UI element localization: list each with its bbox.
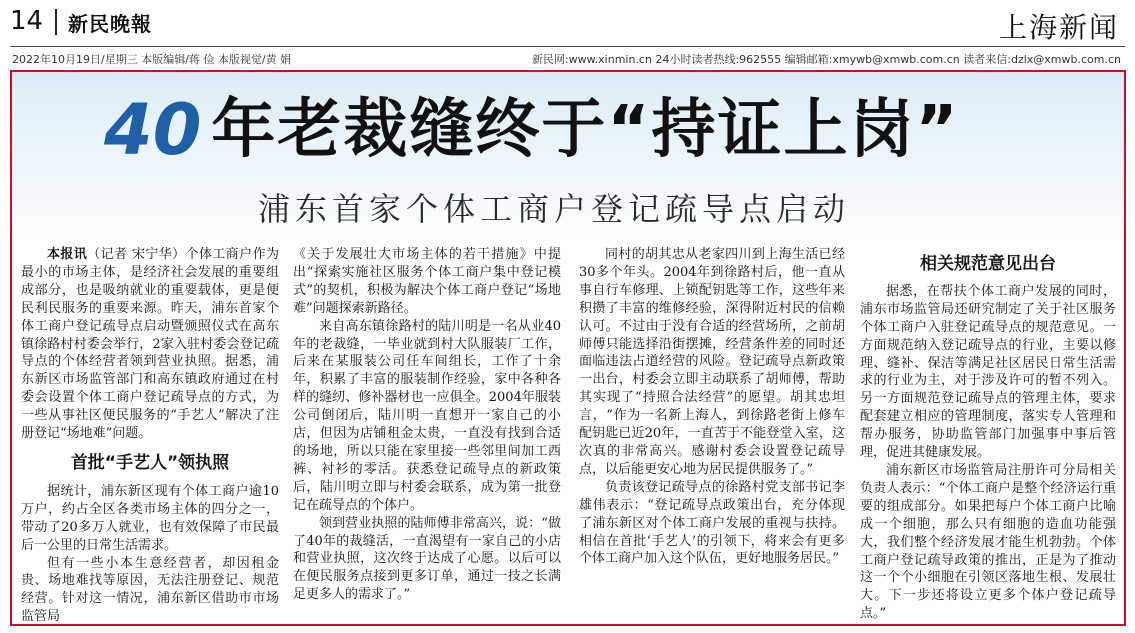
- page-header: [0, 0, 1135, 68]
- paragraph: 负责该登记疏导点的徐路村党支部书记李雄伟表示：“登记疏导点政策出台，充分体现了浦东新区对个体工商户发展的重视与扶持。相信在首批‘手艺人’的引领下，将来会有更多个体工商户加入这个队伍，更好地服务居民。”: [579, 479, 845, 567]
- paragraph: 但有一些小本生意经营者，却因租金贵、场地难找等原因，无法注册登记、规范经营。针对这一情况，浦东新区借助市市场监管局: [21, 555, 279, 625]
- headline-text: 年老裁缝终于“持证上岗”: [211, 93, 960, 167]
- lead-paragraph: [21, 246, 279, 443]
- headline-number: 40: [104, 89, 202, 171]
- newspaper-masthead: 新民晚報: [68, 12, 152, 36]
- lead-text: （记者 宋宁华）个体工商户作为最小的市场主体，是经济社会发展的重要组成部分，也是吸纳就业的重要载体，更是便民利民服务的重要来源。昨天，浦东首家个体工商户登记疏导点启动暨颁照仪式在高东镇徐路村村委会举行，2家入驻村委会登记疏导点的个体经营者领到营业执照。据悉，浦东新区市场监管部门和高东镇政府通过在村委会设置个体工商户登记疏导点的方式，为一些从事社区便民服务的“手艺人”解决了注册登记“场地难”问题。: [21, 247, 279, 442]
- paragraph: 据悉，在帮扶个体工商户发展的同时，浦东市场监管局还研究制定了关于社区服务个体工商户入驻登记疏导点的规范意见。一方面规范纳入登记疏导点的行业，主要以修理、缝补、保洁等满足社区居民日常生活需求的行业为主，对于涉及许可的暂不列入。另一方面规范登记疏导点的管理主体，要求配套建立相应的管理制度，落实专人管理和帮办服务，协助监管部门加强事中事后管理，促进其健康发展。: [860, 283, 1116, 461]
- article-column-2: [293, 246, 561, 604]
- article-box: [10, 70, 1126, 626]
- article-column-1: [21, 246, 279, 626]
- paragraph: 来自高东镇徐路村的陆川明是一名从业40年的老裁缝，一毕业就到村大队服装厂工作，后来在某服装公司任车间组长，工作了十余年，积累了丰富的服装制作经验，家中各种各样的缝纫、修补器材也一应俱全。2004年服装公司倒闭后，陆川明一直想开一家自己的小店，但因为店铺租金太贵，一直没有找到合适的场地，所以只能在家里接一些邻里间加工西裤、衬衫的零活。获悉登记疏导点的新政策后，陆川明立即与村委会联系，成为第一批登记在疏导点的个体户。: [293, 318, 561, 513]
- paragraph: 《关于发展壮大市场主体的若干措施》中提出“探索实施社区服务个体工商户集中登记模式”的契机，积极为解决个体工商户登记“场地难”问题探索新路径。: [293, 247, 561, 316]
- article-column-4: [860, 246, 1116, 623]
- headline: [104, 90, 960, 170]
- paragraph: 据统计，浦东新区现有个体工商户逾10万户，约占全区各类市场主体的四分之一，带动了20多万人就业，也有效保障了市民最后一公里的日常生活需求。: [21, 483, 279, 553]
- section-title: 上海新闻: [998, 11, 1119, 44]
- paragraph: 同村的胡其忠从老家四川到上海生活已经30多个年头。2004年到徐路村后，他一直从事自行车修理、上锁配钥匙等工作，这些年来积攒了丰富的维修经验，深得附近村民的信赖认可。不过由于没有合适的经营场所，之前胡师傅只能选择沿街摆摊，经营条件差的同时还面临违法占道经营的风险。登记疏导点新政策一出台，村委会立即主动联系了胡师傅，帮助其实现了“持照合法经营”的愿望。胡其忠坦言，“作为一名新上海人，到徐路老街上修车配钥匙已近20年，一直苦于不能登堂入室，这次真的非常高兴。感谢村委会设置登记疏导点，以后能更安心地为居民提供服务了。”: [579, 247, 845, 477]
- section-subhead-2: 相关规范意见出台: [920, 254, 1056, 274]
- contact-info: 新民网:www.xinmin.cn 24小时读者热线:962555 编辑邮箱:xmywb@xmwb.com.cn 读者来信:dzlx@xmwb.com.cn: [531, 53, 1121, 66]
- header-rule: [10, 46, 1125, 47]
- page-number: 14: [10, 6, 44, 36]
- header-divider: [55, 9, 57, 35]
- edition-info: 2022年10月19日/星期三 本版编辑/蒋 俭 本版视觉/黄 娟: [12, 53, 292, 66]
- lead-tag: 本报讯: [47, 247, 88, 262]
- subheadline: 浦东首家个体工商户登记疏导点启动: [258, 190, 851, 228]
- paragraph: 浦东新区市场监管局注册许可分局相关负责人表示：“个体工商户是整个经济运行重要的组成部分。如果把每户个体工商户比喻成一个细胞，那么只有细胞的造血功能强大，我们整个经济发展才能生机勃勃。个体工商户登记疏导政策的推出，正是为了推动这一个个小细胞在引领区落地生根、发展壮大。下一步还将设立更多个体户登记疏导点。”: [860, 462, 1116, 622]
- paragraph: 领到营业执照的陆师傅非常高兴，说：“做了40年的裁缝活，一直渴望有一家自己的小店和营业执照，这次终于达成了心愿。以后可以在便民服务点接到更多订单，通过一技之长满足更多人的需求了。”: [293, 515, 561, 603]
- article-column-3: [579, 246, 845, 568]
- section-subhead-1: 首批“手艺人”领执照: [70, 452, 230, 473]
